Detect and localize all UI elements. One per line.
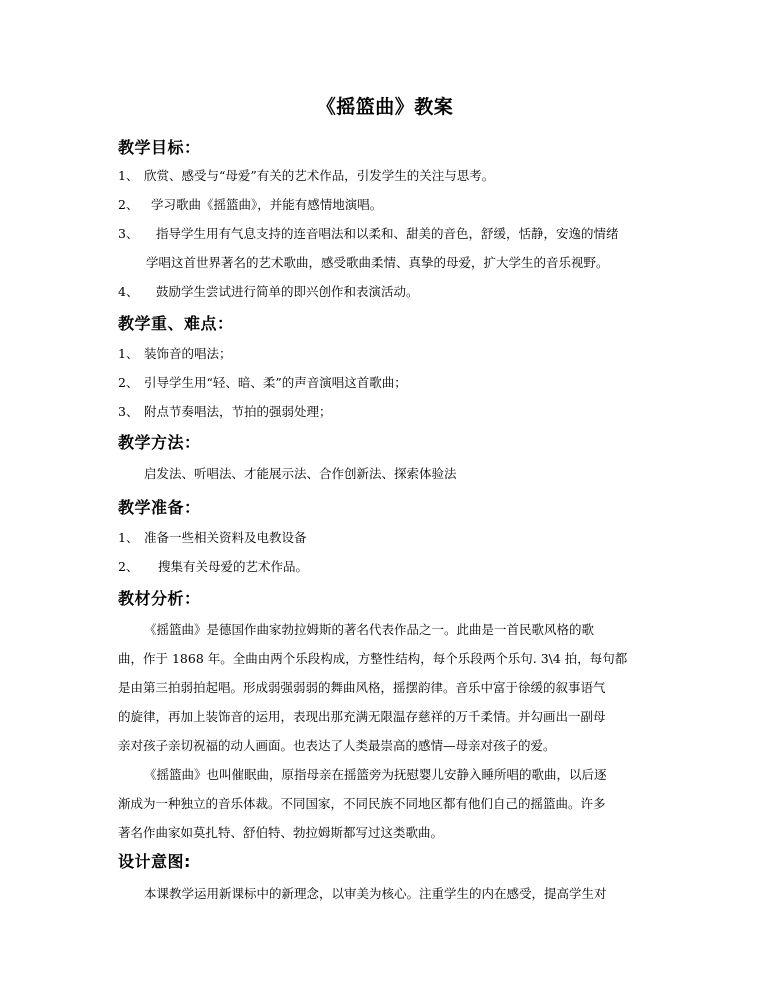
key-point-3-text: 附点节奏唱法，节拍的强弱处理； [144,404,332,419]
goal-item-2-text: 学习歌曲《摇篮曲》，并能有感情地演唱。 [151,197,383,212]
goal-item-3-num: 3、 [118,226,139,241]
heading-analysis: 教材分析： [118,589,201,608]
key-point-1-text: 装饰音的唱法； [144,346,232,361]
methods-text: 启发法、听唱法、才能展示法、合作创新法、探索体验法 [144,466,457,481]
key-point-1 [118,344,232,362]
key-point-2-num: 2、 [118,375,139,390]
goal-item-1 [118,166,494,184]
analysis-para1-line4: 的旋律，再加上装饰音的运用，表现出那充满无限温存慈祥的万千柔情。并勾画出一副母 [118,709,606,724]
prep-item-1-text: 准备一些相关资料及电教设备 [144,530,307,545]
key-point-3 [118,402,332,420]
prep-item-2 [118,557,308,575]
goal-item-1-text: 欣赏、感受与“母爱”有关的艺术作品，引发学生的关注与思考。 [144,168,495,183]
key-point-1-num: 1、 [118,346,139,361]
key-point-3-num: 3、 [118,404,139,419]
heading-methods: 教学方法： [118,433,201,452]
analysis-para1-line2: 曲，作于 1868 年。全曲由两个乐段构成，方整性结构，每个乐段两个乐句. 3\4 拍，每句都 [118,651,628,666]
prep-item-2-num: 2、 [118,559,139,574]
heading-preparation: 教学准备： [118,498,201,517]
analysis-para2-line1: 《摇篮曲》也叫催眠曲，原指母亲在摇篮旁为抚慰婴儿安静入睡所唱的歌曲，以后逐 [144,767,607,782]
goal-item-3 [118,224,619,242]
goal-item-1-num: 1、 [118,168,139,183]
goal-item-4 [118,282,419,300]
heading-design: 设计意图: [118,852,191,871]
analysis-para1-line3: 是由第三拍弱拍起唱。形成弱强弱弱的舞曲风格，摇摆韵律。音乐中富于徐缓的叙事语气 [118,680,606,695]
analysis-para1-line5: 亲对孩子亲切祝福的动人画面。也表达了人类最崇高的感情—母亲对孩子的爱。 [118,738,556,753]
goal-item-2-num: 2、 [118,197,139,212]
heading-goals: 教学目标： [118,138,201,157]
prep-item-2-text: 搜集有关母爱的艺术作品。 [158,559,309,574]
heading-key-points: 教学重、难点： [118,314,234,333]
analysis-para2-line3: 著名作曲家如莫扎特、舒伯特、勃拉姆斯都写过这类歌曲。 [118,825,444,840]
prep-item-1 [118,528,307,546]
key-point-2-text: 引导学生用“轻、暗、柔”的声音演唱这首歌曲； [144,375,407,390]
goal-item-3-continued: 学唱这首世界著名的艺术歌曲，感受歌曲柔情、真挚的母爱，扩大学生的音乐视野。 [146,255,609,270]
goal-item-2 [118,195,382,213]
key-point-2 [118,373,407,391]
analysis-para1-line1: 《摇篮曲》是德国作曲家勃拉姆斯的著名代表作品之一。此曲是一首民歌风格的歌 [144,622,595,637]
goal-item-4-text: 鼓励学生尝试进行简单的即兴创作和表演活动。 [156,284,419,299]
prep-item-1-num: 1、 [118,530,139,545]
goal-item-3-text: 指导学生用有气息支持的连音唱法和以柔和、甜美的音色，舒缓，恬静，安逸的情绪 [156,226,619,241]
design-para-line1: 本课教学运用新课标中的新理念，以审美为核心。注重学生的内在感受，提高学生对 [144,886,607,901]
analysis-para2-line2: 渐成为一种独立的音乐体裁。不同国家，不同民族不同地区都有他们自己的摇篮曲。许多 [118,796,606,811]
goal-item-4-num: 4、 [118,284,139,299]
document-title: 《摇篮曲》教案 [316,96,454,118]
